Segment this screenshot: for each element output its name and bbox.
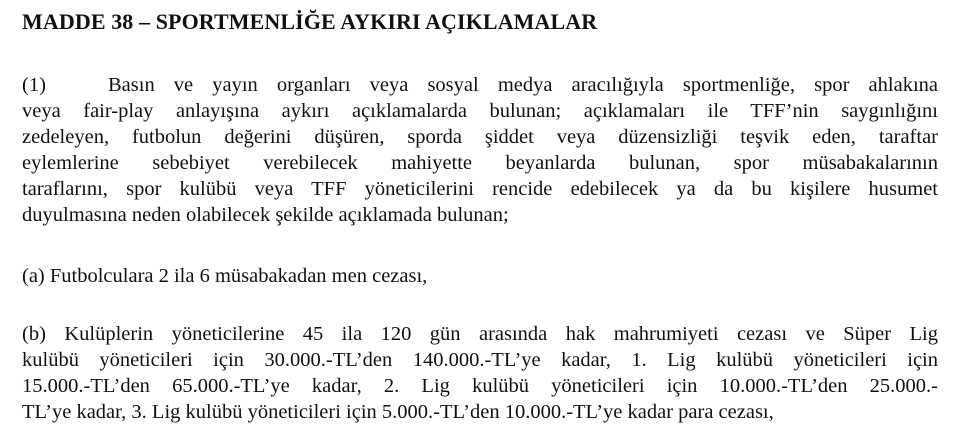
item-b-line-2: kulübü yöneticileri için 30.000.-TL’den 140.000.-TL’ye kadar, 1. Lig kulübü yöneticileri için xyxy=(22,349,938,371)
item-a: (a) Futbolculara 2 ila 6 müsabakadan men cezası, xyxy=(22,265,428,287)
paragraph-1-line-5: taraflarını, spor kulübü veya TFF yöneticilerini rencide edebilecek ya da bu kişilere husumet xyxy=(22,178,938,200)
paragraph-number: (1) xyxy=(22,74,46,96)
item-b-line-1: (b) Kulüplerin yöneticilerine 45 ila 120 gün arasında hak mahrumiyeti cezası ve Süper Lig xyxy=(22,323,938,345)
paragraph-1-line-1 xyxy=(22,72,938,98)
paragraph-1-line-6: duyulmasına neden olabilecek şekilde açıklamada bulunan; xyxy=(22,204,509,226)
paragraph-1-line-4: eylemlerine sebebiyet verebilecek mahiyette beyanlarda bulunan, spor müsabakalarının xyxy=(22,152,938,174)
paragraph-1-line-1-text: Basın ve yayın organları veya sosyal medya aracılığıyla sportmenliğe, spor ahlakına xyxy=(108,74,938,96)
paragraph-1-line-3: zedeleyen, futbolun değerini düşüren, sporda şiddet veya düzensizliği teşvik eden, taraftar xyxy=(22,126,938,148)
paragraph-1-line-2: veya fair-play anlayışına aykırı açıklamalarda bulunan; açıklamaları ile TFF’nin saygınlığını xyxy=(22,100,938,122)
item-b-line-3: 15.000.-TL’den 65.000.-TL’ye kadar, 2. Lig kulübü yöneticileri için 10.000.-TL’den 25.000.- xyxy=(22,375,938,397)
item-b-line-4: TL’ye kadar, 3. Lig kulübü yöneticileri için 5.000.-TL’den 10.000.-TL’ye kadar para cezası, xyxy=(22,401,774,423)
article-title: MADDE 38 – SPORTMENLİĞE AYKIRI AÇIKLAMALAR xyxy=(22,9,598,34)
